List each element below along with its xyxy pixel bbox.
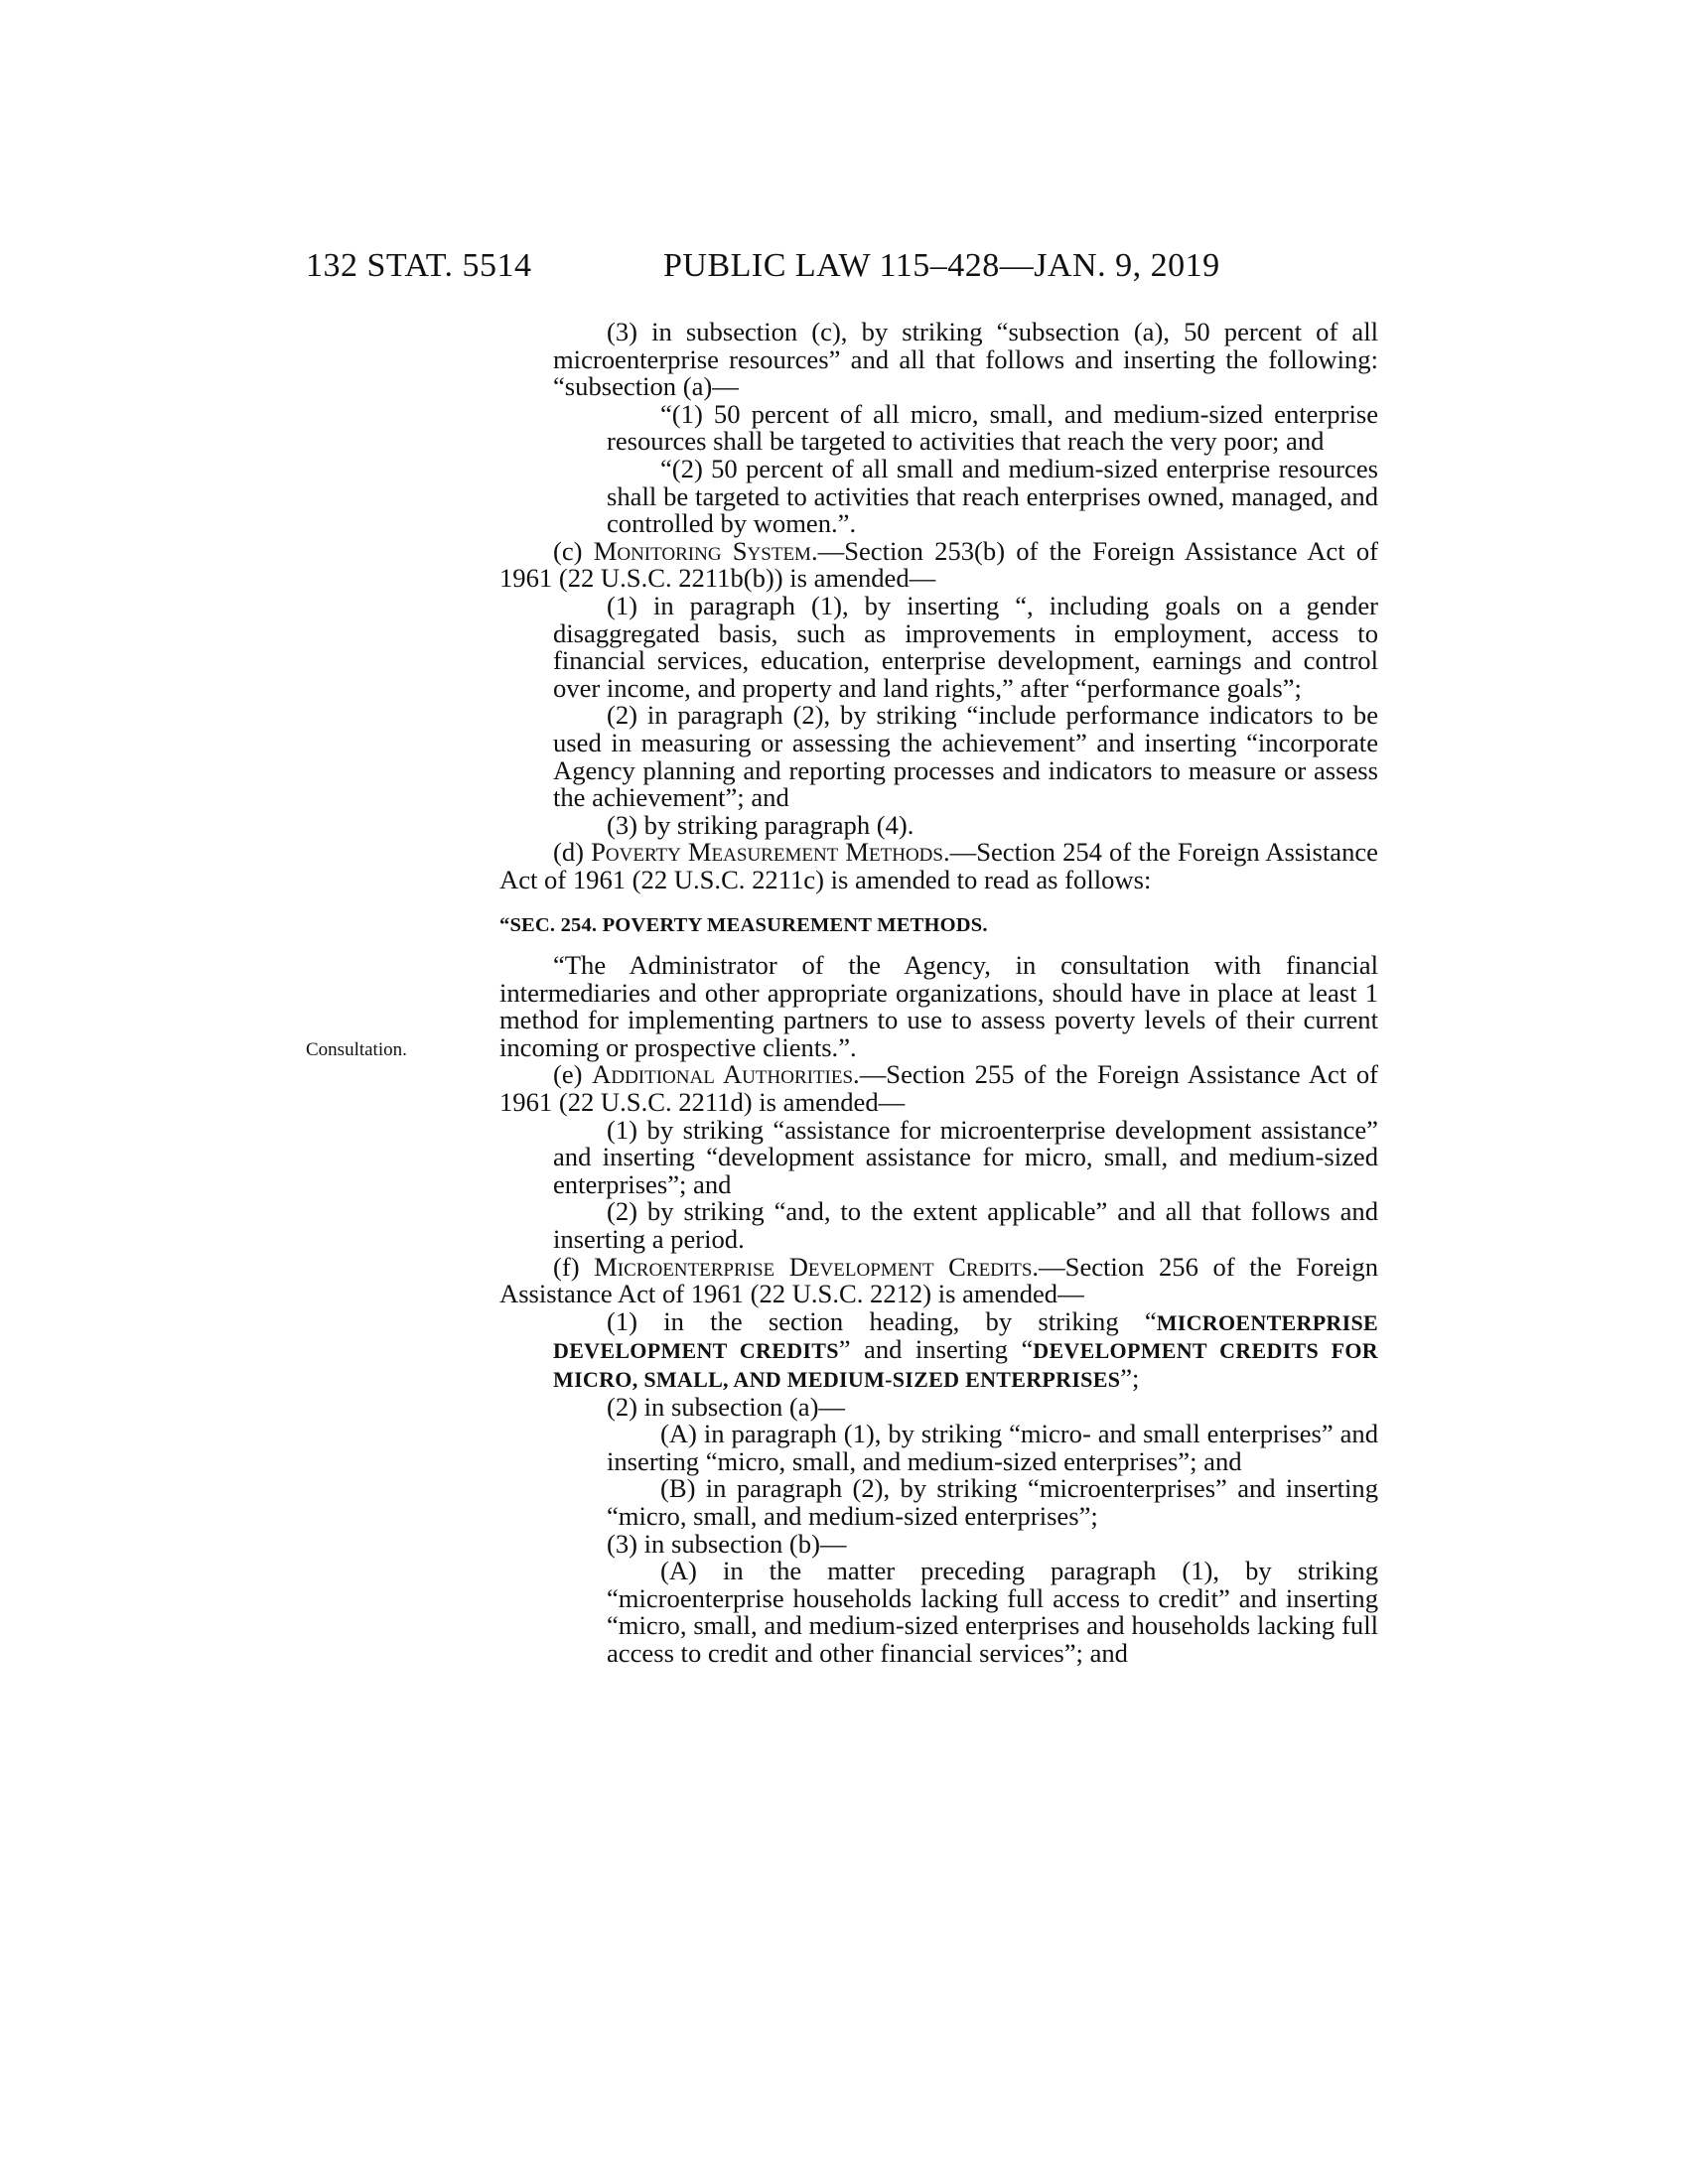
subsection-f-2: (2) in subsection (a)— bbox=[607, 1391, 846, 1422]
subsection-c-label: (c) bbox=[553, 535, 594, 566]
subsection-d-label: (d) bbox=[553, 837, 592, 868]
subsection-c-3: (3) by striking paragraph (4). bbox=[607, 809, 914, 840]
paragraph-3c-2: “(2) 50 percent of all small and medium-sized enterprise resources shall be targeted to activities that reach enterprises owned, managed, and controlled by women.”. bbox=[607, 453, 1378, 539]
subsection-e-2: (2) by striking “and, to the extent applicable” and all that follows and inserting a period. bbox=[553, 1196, 1378, 1254]
subsection-c-text: .—Section 253(b) of the Foreign Assistance Act of 1961 (22 U.S.C. 2211b(b)) is amended— bbox=[499, 535, 1378, 594]
page-header bbox=[0, 247, 1688, 287]
subsection-e-text: .—Section 255 of the Foreign Assistance Act of 1961 (22 U.S.C. 2211d) is amended— bbox=[499, 1059, 1378, 1118]
subsection-f-2-A: (A) in paragraph (1), by striking “micro- and small enterprises” and inserting “micro, small, and medium-sized enterprises”; and bbox=[607, 1419, 1378, 1476]
subsection-e-label: (e) bbox=[553, 1059, 593, 1090]
subsection-f-1-e: ”; bbox=[1120, 1362, 1140, 1393]
section-254-body: “The Administrator of the Agency, in consultation with financial intermediaries and other appropriate organizations, should have in place at least 1 method for implementing partners to use to assess poverty levels of their current incoming or prospective clients.”. bbox=[499, 950, 1378, 1062]
subsection-d-heading: Poverty Measurement Methods bbox=[591, 837, 943, 868]
subsection-d bbox=[499, 839, 1378, 893]
subsection-e-heading: Additional Authorities bbox=[592, 1059, 854, 1090]
subsection-f-label: (f) bbox=[553, 1251, 595, 1282]
subsection-c-2: (2) in paragraph (2), by striking “include performance indicators to be used in measuring or assessing the achievement” and inserting “incorporate Agency planning and reporting processes and indicators to measure or assess the achievement”; and bbox=[553, 700, 1378, 813]
inserted-heading: DEVELOPMENT CREDITS FOR MICRO, SMALL, AND MEDIUM-SIZED ENTERPRISES bbox=[553, 1338, 1378, 1392]
subsection-f bbox=[499, 1251, 1378, 1309]
subsection-c bbox=[499, 535, 1378, 594]
subsection-f-3-A: (A) in the matter preceding paragraph (1), by striking “microenterprise households lacking full access to credit” and inserting “micro, small, and medium-sized enterprises and households lacking full access to credit and other financial services”; and bbox=[607, 1556, 1378, 1668]
subsection-f-1-a: (1) in the section heading, by striking “ bbox=[607, 1305, 1157, 1336]
subsection-e-1: (1) by striking “assistance for microenterprise development assistance” and inserting “development assistance for micro, small, and medium-sized enterprises”; and bbox=[553, 1114, 1378, 1199]
subsection-f-3: (3) in subsection (b)— bbox=[607, 1528, 847, 1559]
subsection-d-text: .—Section 254 of the Foreign Assistance Act of 1961 (22 U.S.C. 2211c) is amended to read as follows: bbox=[499, 837, 1378, 894]
paragraph-3c-1: “(1) 50 percent of all micro, small, and medium-sized enterprise resources shall be targeted to activities that reach the very poor; and bbox=[607, 398, 1378, 457]
subsection-c-heading: Monitoring System bbox=[593, 535, 811, 566]
struck-heading: MICROENTERPRISE DEVELOPMENT CREDITS bbox=[553, 1309, 1378, 1364]
subsection-f-text: .—Section 256 of the Foreign Assistance Act of 1961 (22 U.S.C. 2212) is amended— bbox=[499, 1251, 1378, 1309]
section-254-heading: “SEC. 254. POVERTY MEASUREMENT METHODS. bbox=[499, 914, 988, 937]
paragraph-3c: (3) in subsection (c), by striking “subsection (a), 50 percent of all microenterprise resources” and all that follows and inserting the following: “subsection (a)— bbox=[553, 317, 1378, 402]
subsection-c-1: (1) in paragraph (1), by inserting “, including goals on a gender disaggregated basis, such as improvements in employment, access to financial services, education, enterprise development, earnings and control over income, and property and land rights,” after “performance goals”; bbox=[553, 590, 1378, 703]
document-body bbox=[499, 319, 1378, 1668]
page-number: 132 STAT. 5514 bbox=[306, 247, 532, 284]
law-title: PUBLIC LAW 115–428—JAN. 9, 2019 bbox=[663, 247, 1220, 284]
subsection-f-heading: Microenterprise Development Credits bbox=[594, 1251, 1033, 1282]
subsection-f-1-c: ” and inserting “ bbox=[838, 1334, 1034, 1365]
subsection-f-2-B: (B) in paragraph (2), by striking “microenterprises” and inserting “micro, small, and medium-sized enterprises”; bbox=[607, 1473, 1378, 1531]
subsection-f-1 bbox=[553, 1305, 1378, 1394]
subsection-e bbox=[499, 1061, 1378, 1116]
margin-note: Consultation. bbox=[306, 1039, 407, 1060]
